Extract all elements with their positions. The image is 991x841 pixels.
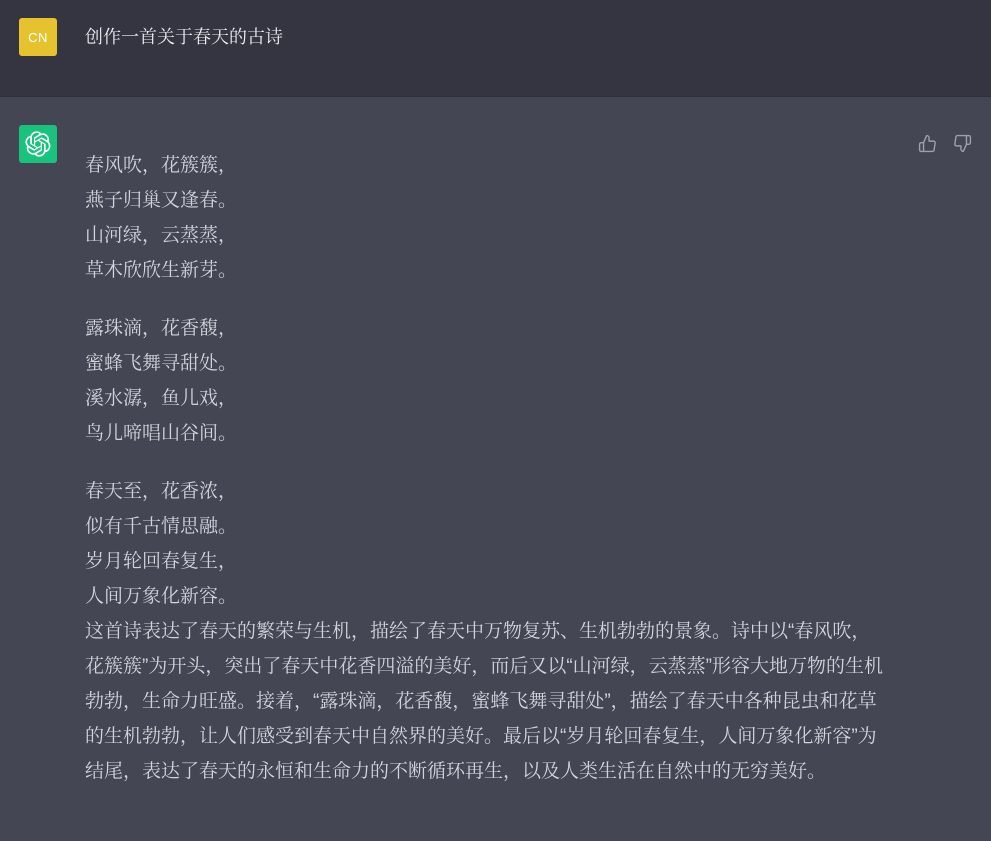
thumbs-down-button[interactable] <box>953 134 972 153</box>
feedback-actions <box>918 125 972 153</box>
poem-line: 人间万象化新容。 <box>85 586 238 607</box>
poem-line: 山河绿，云蒸蒸， <box>85 225 238 246</box>
thumbs-up-button[interactable] <box>918 134 937 153</box>
user-message-row <box>0 0 991 96</box>
assistant-avatar <box>19 125 57 163</box>
poem-line: 燕子归巢又逢春。 <box>85 190 238 211</box>
poem-line: 草木欣欣生新芽。 <box>85 260 238 281</box>
assistant-message-content <box>85 125 885 789</box>
thumbs-up-icon <box>918 134 937 153</box>
poem-line: 蜜蜂飞舞寻甜处。 <box>85 353 238 374</box>
user-avatar <box>19 18 57 56</box>
user-message-text: 创作一首关于春天的古诗 <box>85 27 283 47</box>
poem-line: 露珠滴，花香馥， <box>85 318 238 339</box>
poem-line: 溪水潺，鱼儿戏， <box>85 388 238 409</box>
poem-line: 岁月轮回春复生， <box>85 551 238 572</box>
poem-line: 似有千古情思融。 <box>85 516 238 537</box>
poem-line: 鸟儿啼唱山谷间。 <box>85 423 238 444</box>
poem-line: 春风吹，花簇簇， <box>85 155 238 176</box>
assistant-message-row <box>0 96 991 841</box>
openai-logo-icon <box>25 131 51 157</box>
thumbs-down-icon <box>953 134 972 153</box>
poem-analysis-paragraph: 这首诗表达了春天的繁荣与生机，描绘了春天中万物复苏、生机勃勃的景象。诗中以“春风吹，花簇簇”为开头，突出了春天中花香四溢的美好，而后又以“山河绿，云蒸蒸”形容大地万物的生机勃勃，生命力旺盛。接着，“露珠滴，花香馥，蜜蜂飞舞寻甜处”，描绘了春天中各种昆虫和花草的生机勃勃，让人们感受到春天中自然界的美好。最后以“岁月轮回春复生，人间万象化新容”为结尾，表达了春天的永恒和生命力的不断循环再生，以及人类生活在自然中的无穷美好。 <box>85 621 883 782</box>
user-avatar-initials: CN <box>28 29 48 45</box>
poem-line: 春天至，花香浓， <box>85 481 238 502</box>
